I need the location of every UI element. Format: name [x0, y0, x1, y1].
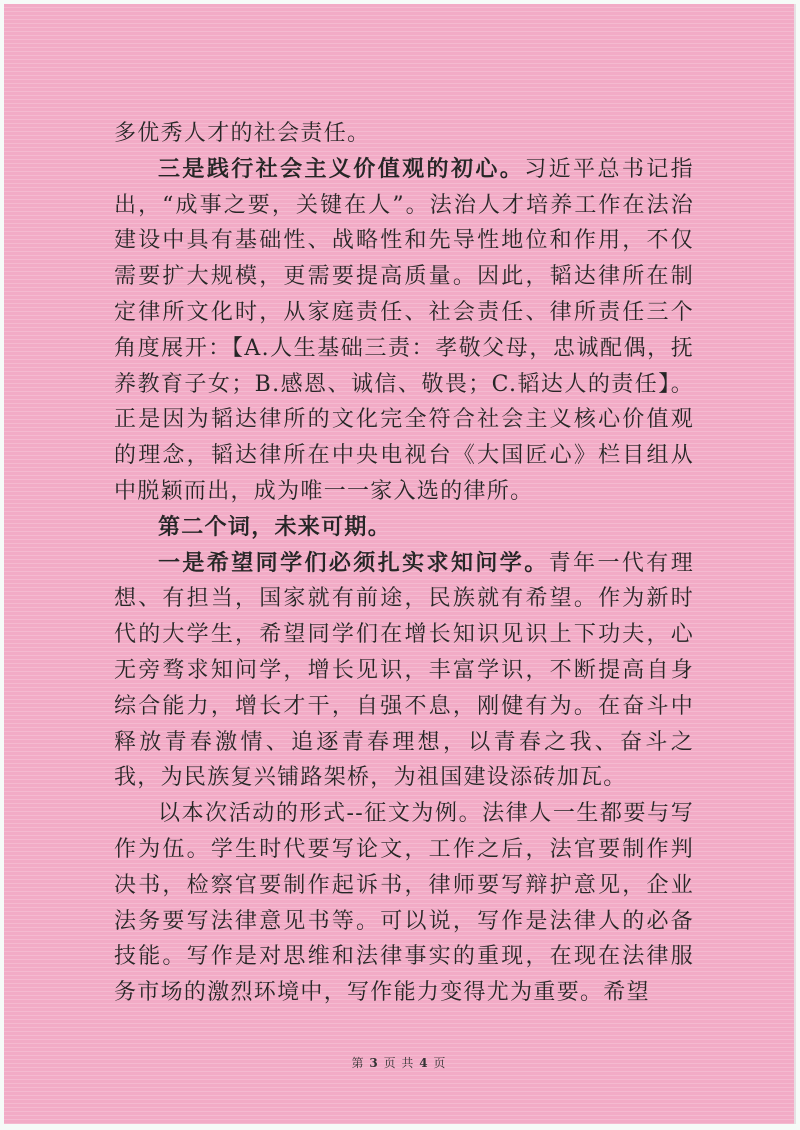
- paragraph-text: 青年一代有理想、有担当，国家就有前途，民族就有希望。作为新时代的大学生，希望同学们在增长知识见识上下功夫，心无旁骛求知问学，增长见识，丰富学识，不断提高自身综合能力，增长才干，自强不息，刚健有为。在奋斗中释放青春激情、追逐青春理想，以青春之我、奋斗之我，为民族复兴铺路架桥，为祖国建设添砖加瓦。: [114, 550, 694, 791]
- footer-middle: 页 共: [383, 1056, 415, 1070]
- document-body: [114, 116, 694, 1011]
- paragraph-heading: 一是希望同学们必须扎实求知问学。: [158, 549, 549, 576]
- document-page: [4, 4, 796, 1124]
- footer-page-number: 3: [369, 1056, 379, 1070]
- page-footer: [4, 1054, 794, 1071]
- footer-prefix: 第: [351, 1056, 365, 1070]
- paragraph-study: [114, 546, 694, 797]
- section-heading: [114, 510, 694, 546]
- paragraph-heading: 第二个词，未来可期。: [158, 513, 392, 540]
- footer-total-pages: 4: [419, 1056, 429, 1070]
- paragraph-heading: 三是践行社会主义价值观的初心。: [158, 155, 525, 182]
- paragraph-text: 习近平总书记指出，“成事之要，关键在人”。法治人才培养工作在法治建设中具有基础性、战略性和先导性地位和作用，不仅需要扩大规模，更需要提高质量。因此，韬达律所在制定律所文化时，从家庭责任、社会责任、律所责任三个角度展开：【A.人生基础三责：孝敬父母，忠诚配偶，抚养教育子女；B.感恩、诚信、敬畏；C.韬达人的责任】。正是因为韬达律所的文化完全符合社会主义核心价值观的理念，韬达律所在中央电视台《大国匠心》栏目组从中脱颖而出，成为唯一一家入选的律所。: [114, 156, 694, 504]
- paragraph-text: 多优秀人才的社会责任。: [114, 121, 371, 146]
- paragraph-values: [114, 152, 694, 510]
- paragraph-text: 以本次活动的形式--征文为例。法律人一生都要与写作为伍。学生时代要写论文，工作之后，法官要制作判决书，检察官要制作起诉书，律师要写辩护意见，企业法务要写法律意见书等。可以说，写作是法律人的必备技能。写作是对思维和法律事实的重现，在现在法律服务市场的激烈环境中，写作能力变得尤为重要。希望: [114, 801, 694, 1006]
- paragraph-continuation: [114, 116, 694, 152]
- paragraph-writing: [114, 796, 694, 1011]
- footer-suffix: 页: [433, 1056, 447, 1070]
